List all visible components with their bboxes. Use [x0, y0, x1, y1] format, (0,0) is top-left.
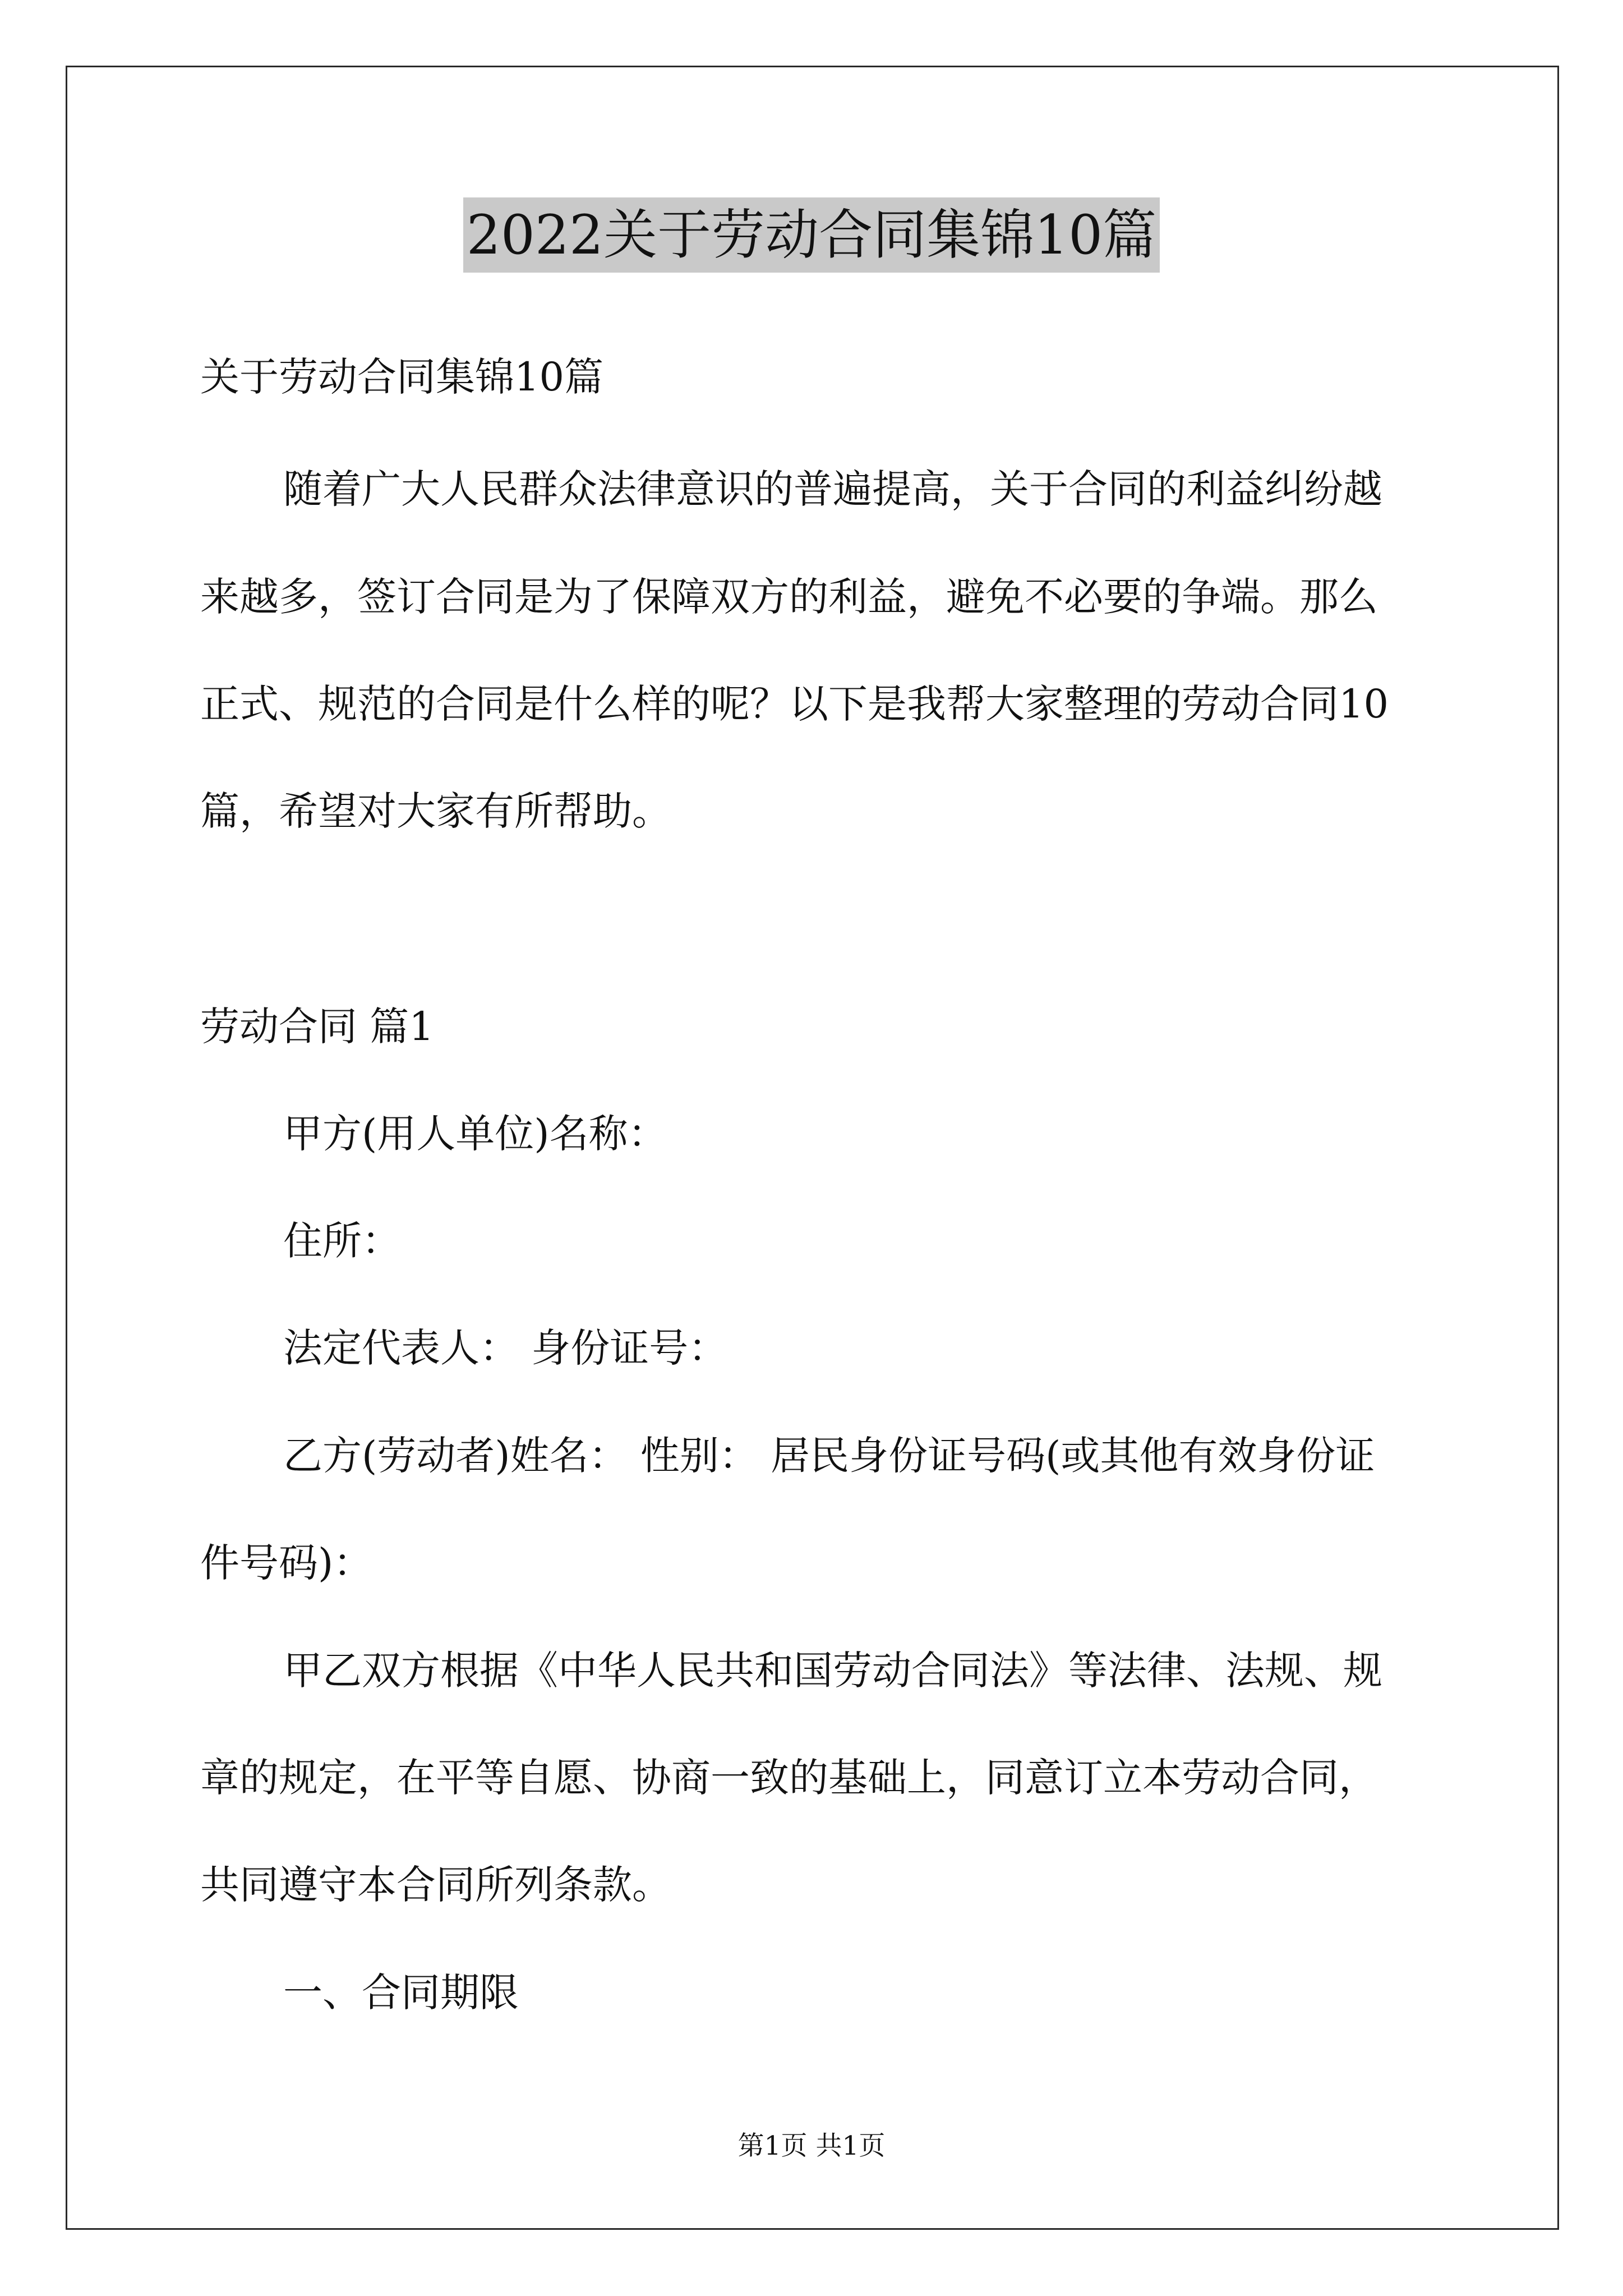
intro-line-1: 随着广大人民群众法律意识的普遍提高，关于合同的利益纠纷越 — [283, 466, 1382, 512]
address-field: 住所： — [283, 1218, 401, 1264]
document-subtitle: 关于劳动合同集锦10篇 — [200, 354, 604, 400]
document-title: 2022关于劳动合同集锦10篇 — [463, 197, 1160, 273]
title-container — [0, 197, 1623, 273]
intro-line-3: 正式、规范的合同是什么样的呢？以下是我帮大家整理的劳动合同10 — [200, 681, 1389, 727]
party-b-line-1: 乙方(劳动者)姓名： 性别： 居民身份证号码(或其他有效身份证 — [283, 1433, 1375, 1479]
intro-line-4: 篇，希望对大家有所帮助。 — [200, 788, 671, 834]
clause-heading: 一、合同期限 — [283, 1970, 519, 2016]
page-number-footer: 第1页 共1页 — [737, 2131, 886, 2161]
intro-line-2: 来越多，签订合同是为了保障双方的利益，避免不必要的争端。那么 — [200, 574, 1378, 620]
party-a-name-field: 甲方(用人单位)名称： — [283, 1111, 667, 1157]
section-heading: 劳动合同 篇1 — [200, 1004, 434, 1050]
legal-representative-field: 法定代表人： 身份证号： — [283, 1325, 728, 1371]
agreement-line-1: 甲乙双方根据《中华人民共和国劳动合同法》等法律、法规、规 — [283, 1648, 1382, 1694]
agreement-line-3: 共同遵守本合同所列条款。 — [200, 1862, 671, 1908]
agreement-line-2: 章的规定，在平等自愿、协商一致的基础上，同意订立本劳动合同， — [200, 1755, 1378, 1801]
party-b-line-2: 件号码)： — [200, 1540, 373, 1586]
